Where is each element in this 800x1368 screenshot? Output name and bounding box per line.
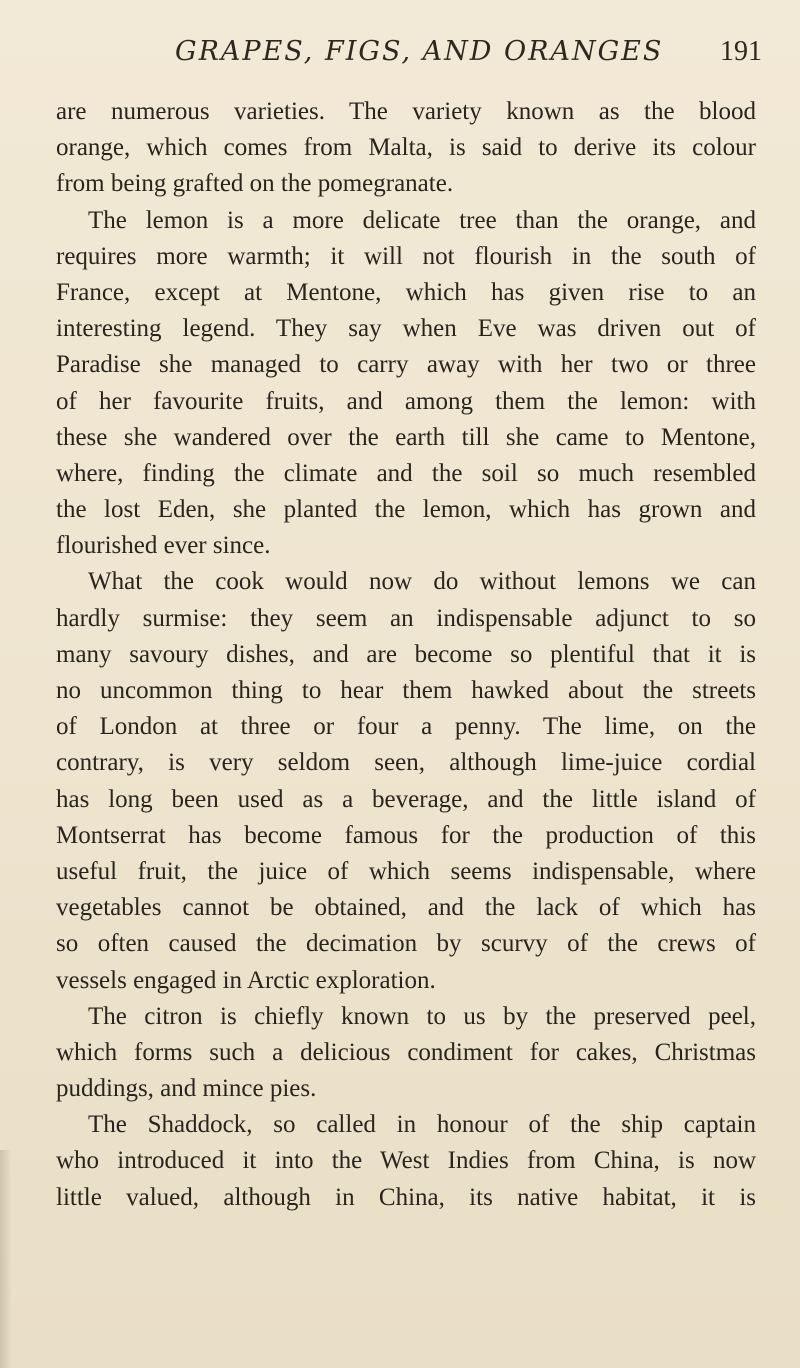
running-head — [0, 36, 800, 76]
text-line: puddings, and mince pies. — [56, 1075, 317, 1103]
running-title: GRAPES, FIGS, AND ORANGES — [175, 36, 664, 67]
text-line: France, except at Mentone, which has given rise to an — [56, 278, 756, 306]
text-line: vessels engaged in Arctic exploration. — [56, 966, 436, 994]
text-line: hardly surmise: they seem an indispensable adjunct to so — [56, 604, 756, 632]
text-line: many savoury dishes, and are become so plentiful that it is — [56, 640, 756, 668]
text-line: What the cook would now do without lemons we can — [88, 568, 756, 596]
text-line: no uncommon thing to hear them hawked about the streets — [56, 677, 756, 704]
text-line: who introduced it into the West Indies from China, is now — [56, 1147, 756, 1175]
page-edge-shadow — [0, 1150, 12, 1368]
text-line: vegetables cannot be obtained, and the lack of which has — [56, 894, 756, 922]
text-line: The lemon is a more delicate tree than the orange, and — [88, 206, 756, 234]
body-text — [56, 94, 756, 1216]
text-line: The citron is chiefly known to us by the preserved peel, — [88, 1002, 756, 1030]
text-line: are numerous varieties. The variety known as the blood — [56, 98, 756, 125]
text-line: contrary, is very seldom seen, although lime-juice cordial — [56, 749, 756, 777]
text-line: requires more warmth; it will not flourish in the south of — [56, 242, 756, 270]
text-line: where, finding the climate and the soil so much resembled — [56, 459, 756, 487]
text-line: Paradise she managed to carry away with her two or three — [56, 351, 756, 379]
text-line: has long been used as a beverage, and the little island of — [56, 785, 756, 813]
text-line: of London at three or four a penny. The lime, on the — [56, 713, 756, 741]
text-line: useful fruit, the juice of which seems indispensable, where — [56, 857, 756, 885]
text-line: the lost Eden, she planted the lemon, which has grown and — [56, 496, 756, 524]
text-line: from being grafted on the pomegranate. — [56, 170, 454, 198]
page-number: 191 — [720, 36, 762, 67]
text-line: little valued, although in China, its native habitat, it is — [56, 1183, 756, 1211]
text-line: The Shaddock, so called in honour of the ship captain — [88, 1111, 756, 1139]
text-line: of her favourite fruits, and among them the lemon: with — [56, 387, 756, 415]
text-line: Montserrat has become famous for the production of this — [56, 821, 756, 849]
text-line: which forms such a delicious condiment for cakes, Christmas — [56, 1038, 756, 1066]
text-line: these she wandered over the earth till she came to Mentone, — [56, 423, 756, 451]
text-line: interesting legend. They say when Eve was driven out of — [56, 315, 756, 343]
text-line: orange, which comes from Malta, is said to derive its colour — [56, 134, 756, 162]
text-line: flourished ever since. — [56, 532, 271, 560]
text-line: so often caused the decimation by scurvy of the crews of — [56, 930, 756, 958]
